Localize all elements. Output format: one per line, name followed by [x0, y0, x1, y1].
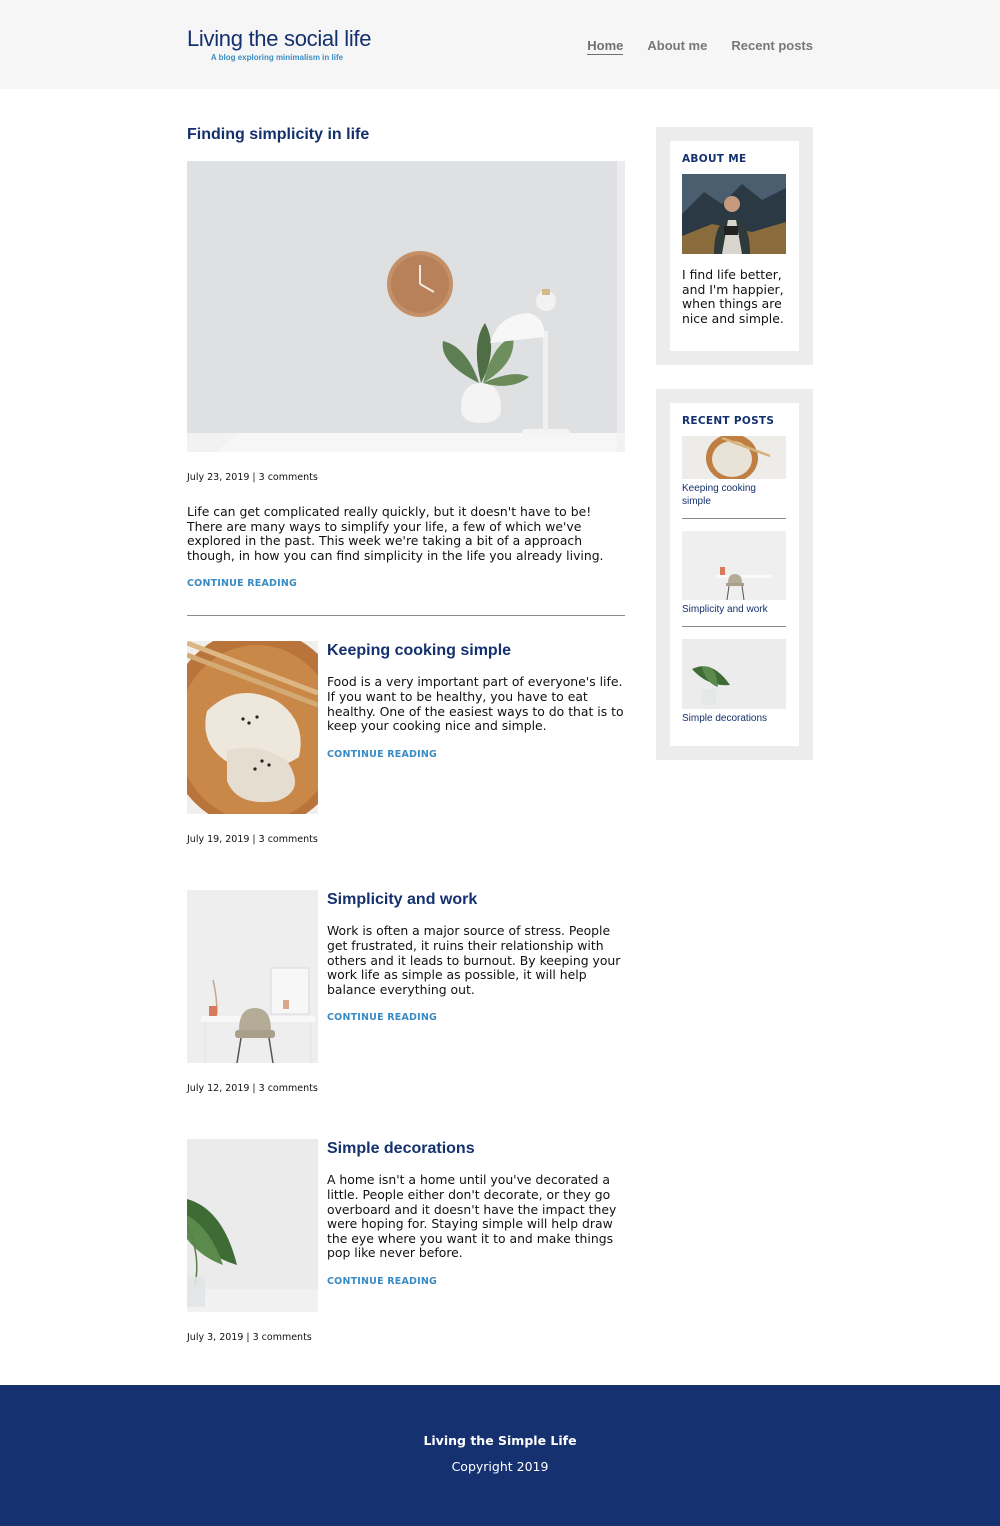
post-title[interactable]: Simplicity and work [327, 891, 478, 909]
post-title[interactable]: Keeping cooking simple [327, 642, 512, 660]
continue-reading-link[interactable]: CONTINUE READING [327, 1012, 438, 1024]
post-item [187, 1139, 625, 1363]
featured-continue-reading-link[interactable]: CONTINUE READING [187, 578, 298, 590]
desk-chair-icon [682, 531, 786, 600]
featured-post-image[interactable] [187, 161, 625, 452]
post-item [187, 641, 625, 865]
recent-post-item[interactable] [682, 531, 787, 616]
site-footer [0, 1385, 1000, 1526]
about-me-photo [682, 174, 786, 254]
about-me-widget [656, 127, 813, 365]
recent-posts-divider [682, 518, 786, 519]
nav-home[interactable]: Home [587, 38, 624, 53]
recent-posts-card [670, 403, 799, 746]
post-meta: July 19, 2019 | 3 comments [187, 834, 318, 846]
plant-vase-icon [682, 639, 786, 709]
site-title: Living the social life [187, 26, 372, 51]
recent-post-item[interactable] [682, 639, 787, 725]
post-item [187, 890, 625, 1114]
recent-post-label: Simplicity and work [682, 604, 768, 615]
about-me-heading: ABOUT ME [682, 153, 747, 165]
featured-post-title[interactable]: Finding simplicity in life [187, 126, 370, 143]
main-nav [587, 38, 813, 55]
footer-copyright: Copyright 2019 [451, 1459, 549, 1474]
post-thumbnail[interactable] [187, 1139, 318, 1312]
recent-posts-widget [656, 389, 813, 760]
desk-clock-plant-lamp-icon [187, 161, 625, 452]
post-body [327, 1140, 625, 1288]
post-meta: July 12, 2019 | 3 comments [187, 1083, 318, 1095]
post-excerpt: Work is often a major source of stress. People get frustrated, it ruins their relationship with others and it leads to burnout. By keeping your work life as simple as possible, it will help balance everything out. [327, 923, 621, 997]
dumplings-bowl-icon [682, 436, 786, 479]
post-meta: July 3, 2019 | 3 comments [187, 1332, 312, 1344]
post-thumbnail[interactable] [187, 641, 318, 814]
nav-recent-posts[interactable]: Recent posts [731, 38, 813, 53]
recent-post-label: Keeping cooking simple [682, 483, 756, 507]
recent-post-thumbnail [682, 531, 786, 600]
footer-title: Living the Simple Life [423, 1433, 577, 1448]
continue-reading-link[interactable]: CONTINUE READING [327, 748, 438, 760]
post-body [327, 642, 625, 760]
featured-post-meta: July 23, 2019 | 3 comments [187, 472, 318, 483]
dumplings-bowl-icon [187, 641, 318, 814]
site-tagline: A blog exploring minimalism in life [210, 53, 344, 62]
recent-post-thumbnail [682, 436, 786, 479]
about-me-card [670, 141, 799, 351]
nav-about-me[interactable]: About me [647, 38, 708, 53]
post-body [327, 891, 625, 1024]
site-logo[interactable] [187, 26, 372, 62]
plant-vase-icon [187, 1139, 318, 1312]
about-me-text: I find life better, and I'm happier, when things are nice and simple. [682, 267, 784, 326]
main-content [187, 126, 625, 1363]
featured-divider [187, 615, 625, 616]
recent-post-item[interactable] [682, 436, 787, 508]
desk-chair-icon [187, 890, 318, 1063]
featured-post-excerpt: Life can get complicated really quickly, but it doesn't have to be! There are many ways to simplify your life, a few of which we've explored in the past. This week we're taking a bit of a approach though, in how you can find simplicity in the life you already living. [187, 504, 604, 563]
recent-post-label: Simple decorations [682, 713, 768, 724]
post-title[interactable]: Simple decorations [327, 1140, 475, 1158]
recent-post-thumbnail [682, 639, 786, 709]
site-header [0, 0, 1000, 89]
post-excerpt: A home isn't a home until you've decorated a little. People either don't decorate, or they go overboard and it doesn't have the impact they were hoping for. Staying simple will help draw the eye where you want it to and make things pop like never before. [327, 1172, 617, 1261]
recent-posts-divider [682, 626, 786, 627]
post-thumbnail[interactable] [187, 890, 318, 1063]
continue-reading-link[interactable]: CONTINUE READING [327, 1275, 438, 1287]
man-with-camera-icon [682, 174, 786, 254]
recent-posts-heading: RECENT POSTS [682, 415, 775, 427]
post-excerpt: Food is a very important part of everyone's life. If you want to be healthy, you have to eat healthy. One of the easiest ways to do that is to keep your cooking nice and simple. [327, 674, 624, 734]
